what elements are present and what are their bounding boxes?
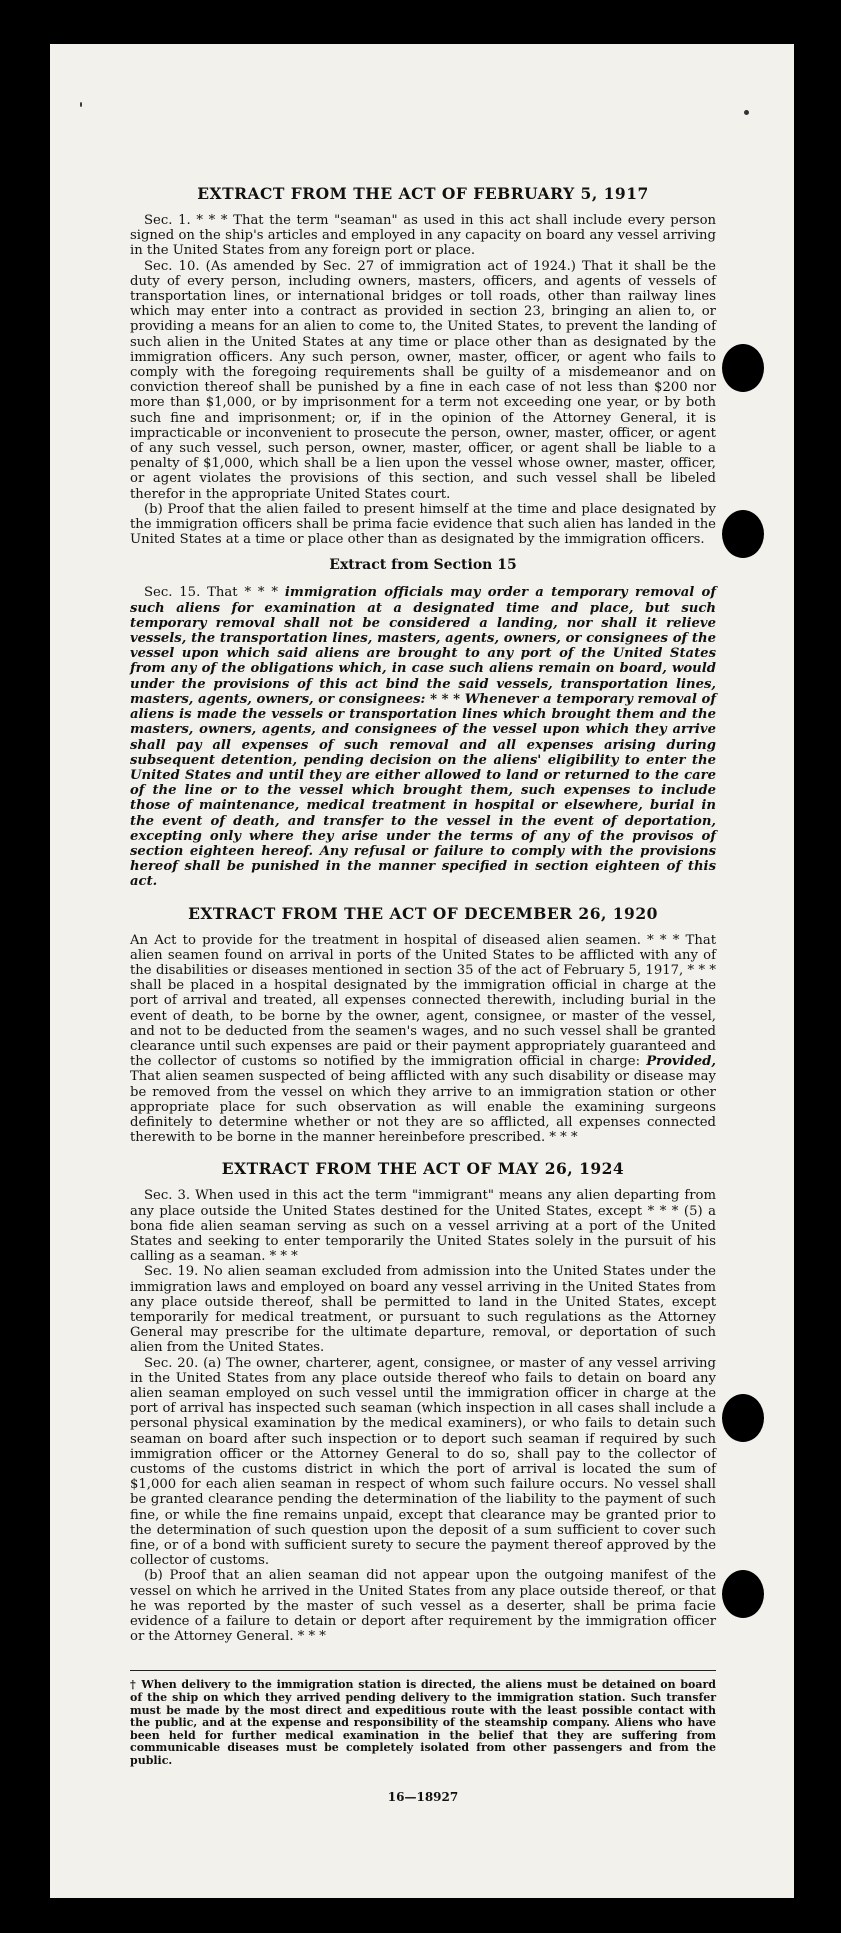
- punch-hole: [722, 510, 764, 558]
- punch-hole: [722, 344, 764, 392]
- paragraph-sec-20-a: Sec. 20. (a) The owner, charterer, agent, consignee, or master of any vessel arriving in the United States from any place outside thereof who fails to detain on board any alien seaman employed on such vessel until the immigration officer in charge at the port of arrival has inspected such seaman (which inspection in all cases shall include a personal physical examination by the medical examiners), or who fails to detain such seaman on board after such inspection or to deport such seaman if required by such immigration officer or the Attorney General to do so, shall pay to the collector of customs of the customs district in which the port of arrival is located the sum of $1,000 for each alien seaman in respect of whom such failure occurs. No vessel shall be granted clearance pending the determination of the liability to the payment of such fine, or while the fine remains unpaid, except that clearance may be granted prior to the determination of such question upon the deposit of a sum sufficient to cover such fine, or of a bond with sufficient surety to secure the payment thereof approved by the collector of customs.: [130, 1355, 716, 1569]
- sec-15-lead: Sec. 15. That * * *: [144, 585, 285, 601]
- act-1920-provided: Provided,: [646, 1054, 716, 1070]
- footnote-divider: [130, 1670, 716, 1671]
- speck-mark: [744, 110, 749, 115]
- heading-act-1920: EXTRACT FROM THE ACT OF DECEMBER 26, 1920: [188, 903, 658, 923]
- paragraph-sec-3: Sec. 3. When used in this act the term "immigrant" means any alien departing from any place outside the United States destined for the United States, except * * * (5) a bona fide alien seaman serving as such on a vessel arriving at a port of the United States and seeking to enter temporarily the United States solely in the pursuit of his calling as a seaman. * * *: [130, 1188, 716, 1265]
- footnote: † When delivery to the immigration station is directed, the aliens must be detained on board of the ship on which they arrived pending delivery to the immigration station. Such transfer must be made by the most direct and expeditious route with the least possible contact with the public, and at the expense and responsibility of the steamship company. Aliens who have been held for further medical examination in the belief that they are suffering from communicable diseases must be completely isolated from other passengers and from the public.: [130, 1678, 716, 1768]
- paragraph-sec-10: Sec. 10. (As amended by Sec. 27 of immigration act of 1924.) That it shall be the duty of every person, including owners, masters, officers, and agents of vessels of transportation lines, or international bridges or toll roads, other than railway lines which may enter into a contract as provided in section 23, bringing an alien to, or providing a means for an alien to come to, the United States, to prevent the landing of such alien in the United States at any time or place other than as designated by the immigration officers. Any such person, owner, master, officer, or agent who fails to comply with the foregoing requirements shall be guilty of a misdemeanor and on conviction thereof shall be punished by a fine in each case of not less than $200 nor more than $1,000, or by imprisonment for a term not exceeding one year, or by both such fine and imprisonment; or, if in the opinion of the Attorney General, it is impracticable or inconvenient to prosecute the person, owner, master, officer, or agent of any such vessel, such person, owner, master, officer, or agent shall be liable to a penalty of $1,000, which shall be a lien upon the vessel whose owner, master, officer, or agent violates the provisions of this section, and such vessel shall be libeled therefor in the appropriate United States court.: [130, 258, 716, 502]
- paragraph-sec-15: [130, 585, 716, 889]
- speck-mark: [80, 102, 82, 107]
- heading-section-15: Extract from Section 15: [329, 557, 517, 574]
- paragraph-sec-20-b: (b) Proof that an alien seaman did not appear upon the outgoing manifest of the vessel on which he arrived in the United States from any place outside thereof, or that he was reported by the master of such vessel as a deserter, shall be prima facie evidence of a failure to detain or deport after requirement by the immigration officer or the Attorney General. * * *: [130, 1568, 716, 1645]
- act-1920-text-a: An Act to provide for the treatment in hospital of diseased alien seamen. * * * That alien seamen found on arrival in ports of the United States to be afflicted with any of the disabilities or diseases mentioned in section 35 of the act of February 5, 1917, * * * shall be placed in a hospital designated by the immigration official in charge at the port of arrival and treated, all expenses connected therewith, including burial in the event of death, to be borne by the owner, agent, consignee, or master of the vessel, and not to be deducted from the seamen's wages, and no such vessel shall be granted clearance until such expenses are paid or their payment appropriately guaranteed and the collector of customs so notified by the immigration official in charge:: [130, 932, 716, 1070]
- act-1920-text-b: That alien seamen suspected of being afflicted with any such disability or disease may be removed from the vessel on which they arrive to an immigration station or other appropriate place for such observation as will enable the examining surgeons definitely to determine whether or not they are so afflicted, all expenses connected therewith to be borne in the manner hereinbefore prescribed. * * *: [130, 1069, 716, 1146]
- document-page: [50, 44, 794, 1898]
- punch-hole: [722, 1570, 764, 1618]
- form-code: 16—18927: [387, 1789, 459, 1804]
- paragraph-sec-1: Sec. 1. * * * That the term "seaman" as used in this act shall include every person signed on the ship's articles and employed in any capacity on board any vessel arriving in the United States from any foreign port or place.: [130, 213, 716, 259]
- paragraph-sec-19: Sec. 19. No alien seaman excluded from admission into the United States under the immigration laws and employed on board any vessel arriving in the United States from any place outside thereof, shall be permitted to land in the United States, except temporarily for medical treatment, or pursuant to such regulations as the Attorney General may prescribe for the ultimate departure, removal, or deportation of such alien from the United States.: [130, 1264, 716, 1356]
- paragraph-sec-10-b: (b) Proof that the alien failed to present himself at the time and place designated by the immigration officers shall be prima facie evidence that such alien has landed in the United States at a time or place other than as designated by the immigration officers.: [130, 501, 716, 548]
- punch-hole: [722, 1394, 764, 1442]
- heading-act-1924: EXTRACT FROM THE ACT OF MAY 26, 1924: [221, 1159, 625, 1179]
- heading-act-1917: EXTRACT FROM THE ACT OF FEBRUARY 5, 1917: [197, 184, 649, 203]
- sec-15-italic-text: immigration officials may order a temporary removal of such aliens for examination at a designated time and place, but such temporary removal shall not be considered a landing, nor shall it relieve vessels, the transportation lines, masters, agents, owners, or consignees of the vessel upon which said aliens are brought to any port of the United States from any of the obligations which, in case such aliens remain on board, would under the provisions of this act bind the said vessels, transportation lines, masters, agents, owners, or consignees: * * * Whenever a temporary removal of aliens is made the vessels or transportation lines which brought them and the masters, owners, agents, and consignees of the vessel upon which they arrive shall pay all expenses of such removal and all expenses arising during subsequent detention, pending decision on the aliens' eligibility to enter the United States and until they are either allowed to land or returned to the care of the line or to the vessel which brought them, such expenses to include those of maintenance, medical treatment in hospital or elsewhere, burial in the event of death, and transfer to the vessel in the event of deportation, excepting only where they arise under the terms of any of the provisos of section eighteen hereof. Any refusal or failure to comply with the provisions hereof shall be punished in the manner specified in section eighteen of this act.: [130, 585, 716, 890]
- paragraph-act-1920: [130, 933, 716, 1146]
